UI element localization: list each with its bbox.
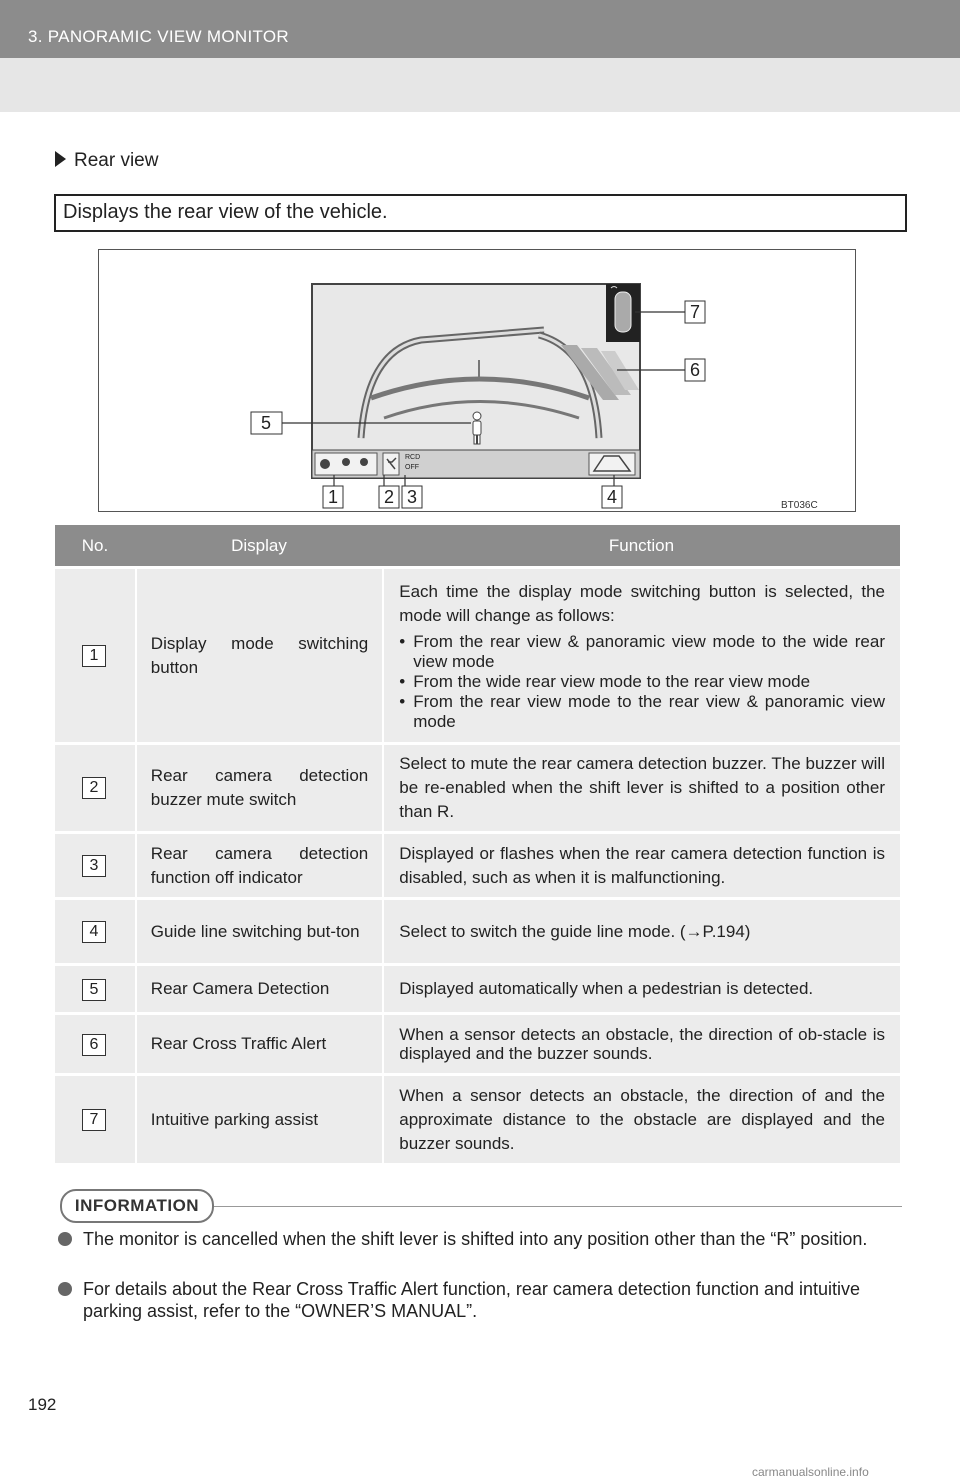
triangle-arrow-icon (55, 151, 66, 167)
table-row (55, 566, 900, 742)
bullet-item: • From the rear view & panoramic view mode to the wide rear view mode (399, 632, 885, 672)
row-number: 7 (82, 1109, 106, 1131)
row-number: 6 (82, 1034, 106, 1056)
info-item: For details about the Rear Cross Traffic Alert function, rear camera detection function and intuitive parking assist, refer to the “OWNER’S MANUAL”. (55, 1278, 900, 1322)
info-divider (212, 1206, 902, 1207)
section-description: Displays the rear view of the vehicle. (54, 194, 907, 232)
svg-text:4: 4 (606, 487, 618, 507)
svg-text:3: 3 (406, 487, 418, 507)
row-display: Guide line switching but-ton (137, 900, 384, 963)
page-header (0, 0, 960, 112)
table-row (55, 1073, 900, 1163)
svg-text:7: 7 (689, 302, 701, 322)
row-number: 4 (82, 921, 106, 943)
car-icon (615, 292, 631, 332)
row-function: Displayed automatically when a pedestrian is detected. (399, 979, 814, 998)
section-heading (55, 150, 158, 172)
rcd-text: RCD (405, 454, 421, 461)
table-row (55, 963, 900, 1012)
row-function (384, 569, 900, 742)
header-no: No. (81, 535, 109, 555)
row-number: 1 (82, 645, 106, 667)
svg-text:5: 5 (260, 413, 272, 433)
off-text: OFF (405, 464, 419, 471)
svg-text:1: 1 (327, 487, 339, 507)
table-row (55, 1012, 900, 1073)
figure-code: BT036C (781, 500, 818, 511)
page-number: 192 (28, 1395, 57, 1414)
table-row (55, 831, 900, 897)
table-row (55, 897, 900, 963)
row-function: Displayed or flashes when the rear camera detection function is disabled, such as when it is malfunctioning. (399, 843, 885, 887)
table-row (55, 742, 900, 831)
rear-view-figure (98, 249, 856, 512)
information-label: INFORMATION (60, 1189, 214, 1223)
row-display: Rear Camera Detection (137, 966, 384, 1012)
row-function: When a sensor detects an obstacle, the direction of and the approximate distance to the obstacle are displayed and the buzzer sounds. (399, 1085, 885, 1153)
info-item: The monitor is cancelled when the shift lever is shifted into any position other than the “R” position. (55, 1228, 900, 1250)
row-number: 5 (82, 979, 106, 1001)
row-display: Rear camera detection function off indicator (137, 834, 384, 897)
row-display: Display mode switching button (137, 569, 384, 742)
table-header (55, 525, 900, 566)
header-display: Display (231, 535, 287, 555)
svg-text:2: 2 (383, 487, 395, 507)
row-function: When a sensor detects an obstacle, the direction of ob-stacle is displayed and the buzzer sounds. (399, 1025, 885, 1063)
function-table (55, 525, 900, 1163)
watermark: carmanualsonline.info (752, 1465, 869, 1479)
svg-text:6: 6 (689, 360, 701, 380)
row-number: 2 (82, 777, 106, 799)
header-function: Function (608, 535, 675, 555)
bullet-item: • From the wide rear view mode to the rear view mode (399, 672, 885, 692)
row-display: Rear Cross Traffic Alert (137, 1015, 384, 1073)
row-number: 3 (82, 855, 106, 877)
monitor-illustration (99, 250, 855, 511)
row-function: Select to switch the guide line mode. (→P.194) (399, 921, 751, 941)
chapter-title: 3. PANORAMIC VIEW MONITOR (28, 27, 289, 46)
pedestrian-icon (473, 412, 481, 444)
function-text: Each time the display mode switching button is selected, the mode will change as follows: (399, 581, 885, 625)
row-display: Intuitive parking assist (137, 1076, 384, 1163)
bullet-item: • From the rear view mode to the rear view & panoramic view mode (399, 692, 885, 732)
mode-icon (320, 459, 330, 469)
section-title: Rear view (74, 150, 159, 171)
row-function: Select to mute the rear camera detection buzzer. The buzzer will be re-enabled when the shift lever is shifted to a position other than R. (399, 754, 885, 821)
row-display: Rear camera detection buzzer mute switch (137, 745, 384, 831)
